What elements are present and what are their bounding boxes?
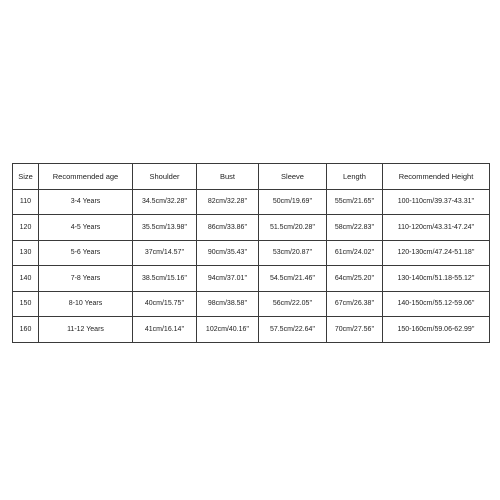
cell-size: 160 bbox=[13, 317, 39, 343]
cell-height: 110-120cm/43.31-47.24'' bbox=[383, 215, 490, 241]
table-row bbox=[13, 266, 490, 292]
table-row bbox=[13, 215, 490, 241]
header-length: Length bbox=[327, 164, 383, 190]
cell-height: 130-140cm/51.18-55.12'' bbox=[383, 266, 490, 292]
cell-shoulder: 38.5cm/15.16'' bbox=[133, 266, 197, 292]
cell-shoulder: 37cm/14.57'' bbox=[133, 240, 197, 266]
cell-length: 67cm/26.38'' bbox=[327, 291, 383, 317]
cell-bust: 94cm/37.01'' bbox=[197, 266, 259, 292]
cell-age: 4-5 Years bbox=[39, 215, 133, 241]
cell-size: 140 bbox=[13, 266, 39, 292]
cell-length: 70cm/27.56'' bbox=[327, 317, 383, 343]
cell-shoulder: 40cm/15.75'' bbox=[133, 291, 197, 317]
cell-age: 11-12 Years bbox=[39, 317, 133, 343]
header-recommended-height: Recommended Height bbox=[383, 164, 490, 190]
table-row bbox=[13, 240, 490, 266]
cell-sleeve: 53cm/20.87'' bbox=[259, 240, 327, 266]
cell-length: 64cm/25.20'' bbox=[327, 266, 383, 292]
cell-sleeve: 50cm/19.69'' bbox=[259, 189, 327, 215]
size-chart-table bbox=[12, 163, 490, 343]
cell-length: 58cm/22.83'' bbox=[327, 215, 383, 241]
cell-sleeve: 51.5cm/20.28'' bbox=[259, 215, 327, 241]
table-row bbox=[13, 291, 490, 317]
cell-height: 100-110cm/39.37-43.31'' bbox=[383, 189, 490, 215]
cell-age: 5-6 Years bbox=[39, 240, 133, 266]
cell-bust: 102cm/40.16'' bbox=[197, 317, 259, 343]
cell-size: 120 bbox=[13, 215, 39, 241]
cell-length: 55cm/21.65'' bbox=[327, 189, 383, 215]
header-row bbox=[13, 164, 490, 190]
cell-shoulder: 41cm/16.14'' bbox=[133, 317, 197, 343]
cell-bust: 82cm/32.28'' bbox=[197, 189, 259, 215]
table-row bbox=[13, 189, 490, 215]
cell-size: 150 bbox=[13, 291, 39, 317]
table-row bbox=[13, 317, 490, 343]
cell-height: 150-160cm/59.06-62.99'' bbox=[383, 317, 490, 343]
header-size: Size bbox=[13, 164, 39, 190]
cell-size: 110 bbox=[13, 189, 39, 215]
cell-length: 61cm/24.02'' bbox=[327, 240, 383, 266]
cell-bust: 98cm/38.58'' bbox=[197, 291, 259, 317]
cell-sleeve: 54.5cm/21.46'' bbox=[259, 266, 327, 292]
header-bust: Bust bbox=[197, 164, 259, 190]
cell-age: 3-4 Years bbox=[39, 189, 133, 215]
cell-shoulder: 35.5cm/13.98'' bbox=[133, 215, 197, 241]
cell-sleeve: 56cm/22.05'' bbox=[259, 291, 327, 317]
cell-bust: 90cm/35.43'' bbox=[197, 240, 259, 266]
cell-sleeve: 57.5cm/22.64'' bbox=[259, 317, 327, 343]
cell-height: 140-150cm/55.12-59.06'' bbox=[383, 291, 490, 317]
header-recommended-age: Recommended age bbox=[39, 164, 133, 190]
header-shoulder: Shoulder bbox=[133, 164, 197, 190]
cell-size: 130 bbox=[13, 240, 39, 266]
cell-height: 120-130cm/47.24-51.18'' bbox=[383, 240, 490, 266]
cell-age: 8-10 Years bbox=[39, 291, 133, 317]
header-sleeve: Sleeve bbox=[259, 164, 327, 190]
cell-shoulder: 34.5cm/32.28'' bbox=[133, 189, 197, 215]
cell-age: 7-8 Years bbox=[39, 266, 133, 292]
cell-bust: 86cm/33.86'' bbox=[197, 215, 259, 241]
